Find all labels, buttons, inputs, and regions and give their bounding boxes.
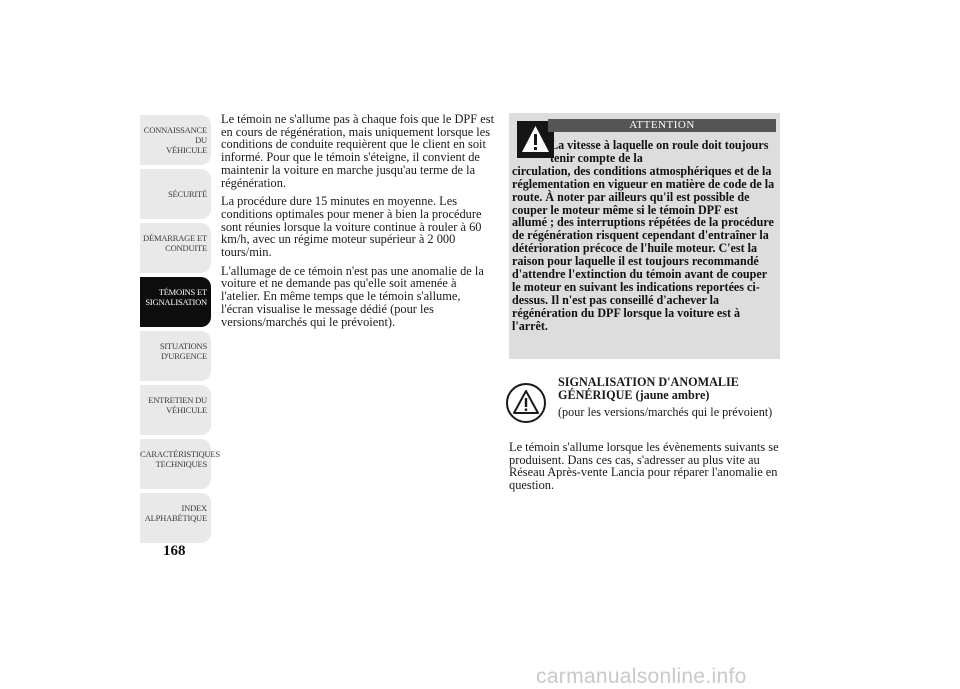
warning-body: circulation, des conditions atmosphériques et de la réglementation en vigueur en matière de code de la route. À noter par ailleurs qu'il est possible de couper le moteur même si le témoin DPF est allumé ; des interruptions répétées de la procédure de régénération risquent cependant d'entraîner la détérioration précoce de l'huile moteur. C'est la raison pour laquelle il est toujours recommandé d'attendre l'extinction du témoin avant de couper le moteur en suivant les indications reportées ci-dessus. Il n'est pas conseillé d'achever la régénération du DPF lorsque la voiture est à l'arrêt. — [512, 163, 775, 333]
tab-demarrage-conduite[interactable] — [140, 223, 211, 273]
general-fault-warning-icon — [505, 382, 547, 424]
tab-situations-urgence[interactable] — [140, 331, 211, 381]
tab-entretien-vehicule[interactable] — [140, 385, 211, 435]
tab-label: SITUATIONS — [159, 341, 207, 351]
tab-label: VÉHICULE — [166, 405, 207, 415]
section-title: SIGNALISATION D'ANOMALIE GÉNÉRIQUE (jaune ambre) — [558, 375, 739, 402]
tab-label: DÉMARRAGE ET — [143, 233, 207, 243]
watermark: carmanualsonline.info — [536, 665, 747, 688]
section-body: Le témoin s'allume lorsque les évènements suivants se produisent. Dans ces cas, s'adresser au plus vite au Réseau Après-vente Lancia pour réparer l'anomalie en question. — [509, 440, 779, 493]
tab-label: CONDUITE — [165, 243, 207, 253]
tab-connaissance-vehicule[interactable] — [140, 115, 211, 165]
section-subtitle: (pour les versions/marchés qui le prévoient) — [558, 405, 773, 419]
tab-label: TÉMOINS ET — [158, 287, 207, 297]
tab-label: D'URGENCE — [160, 351, 207, 361]
left-text-column — [221, 113, 495, 334]
tab-index-alphabetique[interactable] — [140, 493, 211, 543]
tab-label: CARACTÉRISTIQUES — [140, 449, 220, 459]
tab-label: ENTRETIEN DU — [148, 395, 207, 405]
warning-first-lines: La vitesse à laquelle on roule doit toujours tenir compte de la — [550, 138, 769, 165]
tab-label: TECHNIQUES — [155, 459, 207, 469]
tab-label: INDEX — [181, 503, 207, 513]
tab-securite[interactable] — [140, 169, 211, 219]
tab-temoins-signalisation[interactable] — [140, 277, 211, 327]
page-number: 168 — [163, 543, 186, 559]
tab-caracteristiques-techniques[interactable] — [140, 439, 220, 489]
paragraph: L'allumage de ce témoin n'est pas une anomalie de la voiture et ne demande pas qu'elle soit amenée à l'atelier. En même temps que le témoin s'allume, l'écran visualise le message dédié (pour les versions/marchés qui le prévoient). — [221, 263, 484, 329]
tab-label: CONNAISSANCE DU — [143, 125, 207, 145]
paragraph: La procédure dure 15 minutes en moyenne. Les conditions optimales pour mener à bien la procédure sont réunies lorsque la voiture continue à rouler à 60 km/h, avec un régime moteur supérieur à 2 000 tours/min. — [221, 194, 482, 260]
paragraph: Le témoin ne s'allume pas à chaque fois que le DPF est en cours de régénération, mais uniquement lorsque les conditions de conduite requièrent que le client en soit informé. Pour que le témoin s'éteigne, il convient de maintenir la voiture en marche jusqu'au terme de la régénération. — [221, 112, 495, 190]
tab-label: VÉHICULE — [166, 145, 207, 155]
tab-label: SIGNALISATION — [145, 297, 207, 307]
tab-label: SÉCURITÉ — [167, 189, 207, 199]
warning-text — [512, 139, 776, 333]
tab-label: ALPHABÉTIQUE — [144, 513, 207, 523]
warning-heading: ATTENTION — [548, 119, 776, 132]
